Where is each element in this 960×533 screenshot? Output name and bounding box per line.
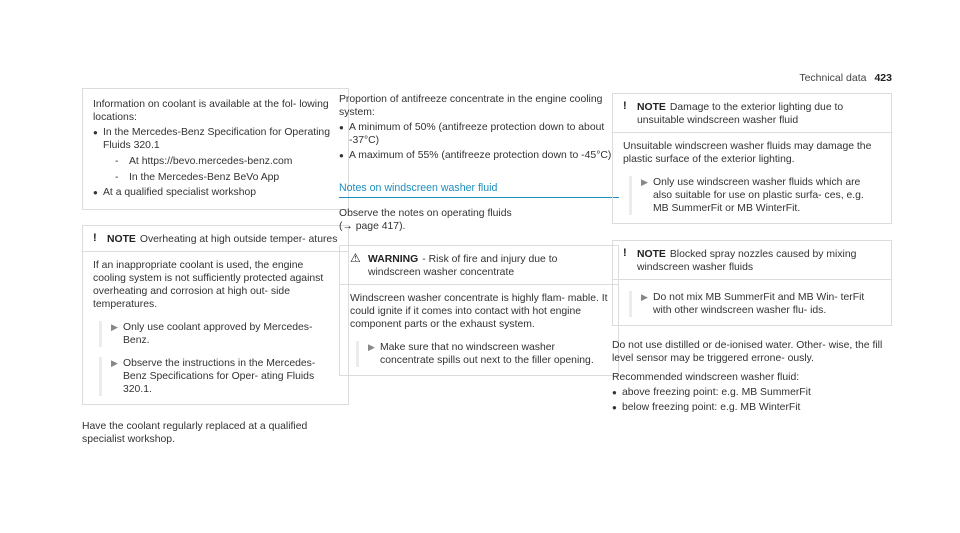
arrow-right-icon: ▶ xyxy=(111,358,118,368)
note-body: Unsuitable windscreen washer fluids may damage the plastic surface of the exterior lighting. xyxy=(623,141,872,165)
list-item: above freezing point: e.g. MB SummerFit xyxy=(622,387,811,398)
warning-title: - Risk of fire and injury due to windscreen washer concentrate xyxy=(368,254,558,278)
antifreeze-intro: Proportion of antifreeze concentrate in the engine cooling system: xyxy=(339,94,603,118)
bullet-icon: ● xyxy=(339,151,344,160)
column-3 xyxy=(612,93,892,414)
step-bar xyxy=(629,291,632,317)
list-item: At https://bevo.mercedes-benz.com xyxy=(129,156,293,167)
warning-box xyxy=(339,245,619,376)
column-2 xyxy=(339,93,619,376)
note-label: NOTE xyxy=(637,249,666,260)
list-item: In the Mercedes-Benz Specification for Operating Fluids 320.1 xyxy=(103,127,330,151)
overheating-note xyxy=(82,225,349,405)
arrow-right-icon: ▶ xyxy=(368,342,375,352)
warning-label: WARNING xyxy=(368,254,419,265)
step-text: Make sure that no windscreen washer concentrate spills out next to the filler opening. xyxy=(380,342,594,366)
column-1 xyxy=(82,88,349,446)
note-title: Blocked spray nozzles caused by mixing windscreen washer fluids xyxy=(637,249,857,273)
section-heading: Notes on windscreen washer fluid xyxy=(339,182,619,198)
step-text: Observe the instructions in the Mercedes-Benz Specifications for Oper- ating Fluids 320.1. xyxy=(123,358,316,395)
step-bar xyxy=(99,321,102,347)
warning-triangle-icon: ⚠ xyxy=(350,251,361,265)
observe-text: Observe the notes on operating fluids xyxy=(339,208,512,219)
list-item: below freezing point: e.g. MB WinterFit xyxy=(622,402,801,413)
list-item: In the Mercedes-Benz BeVo App xyxy=(129,172,280,183)
arrow-right-icon: ▶ xyxy=(641,177,648,187)
coolant-info-box xyxy=(82,88,349,210)
step-bar xyxy=(629,176,632,215)
list-item: A minimum of 50% (antifreeze protection down to about -37°C) xyxy=(349,122,605,146)
dash-icon: - xyxy=(115,172,119,183)
step-text: Do not mix MB SummerFit and MB Win- terFit with other windscreen washer flu- ids. xyxy=(653,292,865,316)
page-number: 423 xyxy=(874,72,892,84)
note-title: Damage to the exterior lighting due to unsuitable windscreen washer fluid xyxy=(637,102,844,126)
bullet-icon: ● xyxy=(612,388,617,397)
exclamation-icon: ! xyxy=(623,100,627,112)
step-bar xyxy=(356,341,359,367)
note-title: Overheating at high outside temper- atures xyxy=(139,234,338,245)
dash-icon: - xyxy=(115,156,119,167)
exclamation-icon: ! xyxy=(93,232,97,244)
step-bar xyxy=(99,357,102,396)
section-title: Technical data xyxy=(799,72,867,84)
arrow-right-icon: ▶ xyxy=(641,292,648,302)
page-reference-link[interactable]: (→ page 417). xyxy=(339,221,406,232)
list-item: A maximum of 55% (antifreeze protection down to -45°C) xyxy=(349,150,612,161)
note-label: NOTE xyxy=(637,102,666,113)
bullet-icon: ● xyxy=(339,123,344,132)
bullet-icon: ● xyxy=(93,188,98,197)
list-item: At a qualified specialist workshop xyxy=(103,187,257,198)
page-header xyxy=(799,72,892,85)
coolant-replace-text: Have the coolant regularly replaced at a qualified specialist workshop. xyxy=(82,421,308,445)
arrow-right-icon: ▶ xyxy=(111,322,118,332)
bullet-icon: ● xyxy=(612,403,617,412)
blocked-nozzles-note xyxy=(612,240,892,326)
step-text: Only use windscreen washer fluids which are also suitable for use on plastic surfa- ces, e.g. MB SummerFit or MB WinterFit. xyxy=(653,177,864,214)
exclamation-icon: ! xyxy=(623,247,627,259)
note-body: If an inappropriate coolant is used, the engine cooling system is not sufficiently protected against overheating and corrosion at high out- side temperatures. xyxy=(93,260,324,310)
step-text: Only use coolant approved by Mercedes- Benz. xyxy=(123,322,313,346)
lighting-damage-note xyxy=(612,93,892,224)
warning-body: Windscreen washer concentrate is highly flam- mable. It could ignite if it comes into contact with hot engine component parts or the exhaust system. xyxy=(350,293,608,330)
recommended-fluid-label: Recommended windscreen washer fluid: xyxy=(612,372,800,383)
distilled-water-text: Do not use distilled or de-ionised water. Other- wise, the fill level sensor may be triggered errone- ously. xyxy=(612,340,883,364)
bullet-icon: ● xyxy=(93,128,98,137)
coolant-info-intro: Information on coolant is available at the fol- lowing locations: xyxy=(93,99,329,123)
note-label: NOTE xyxy=(107,234,136,245)
